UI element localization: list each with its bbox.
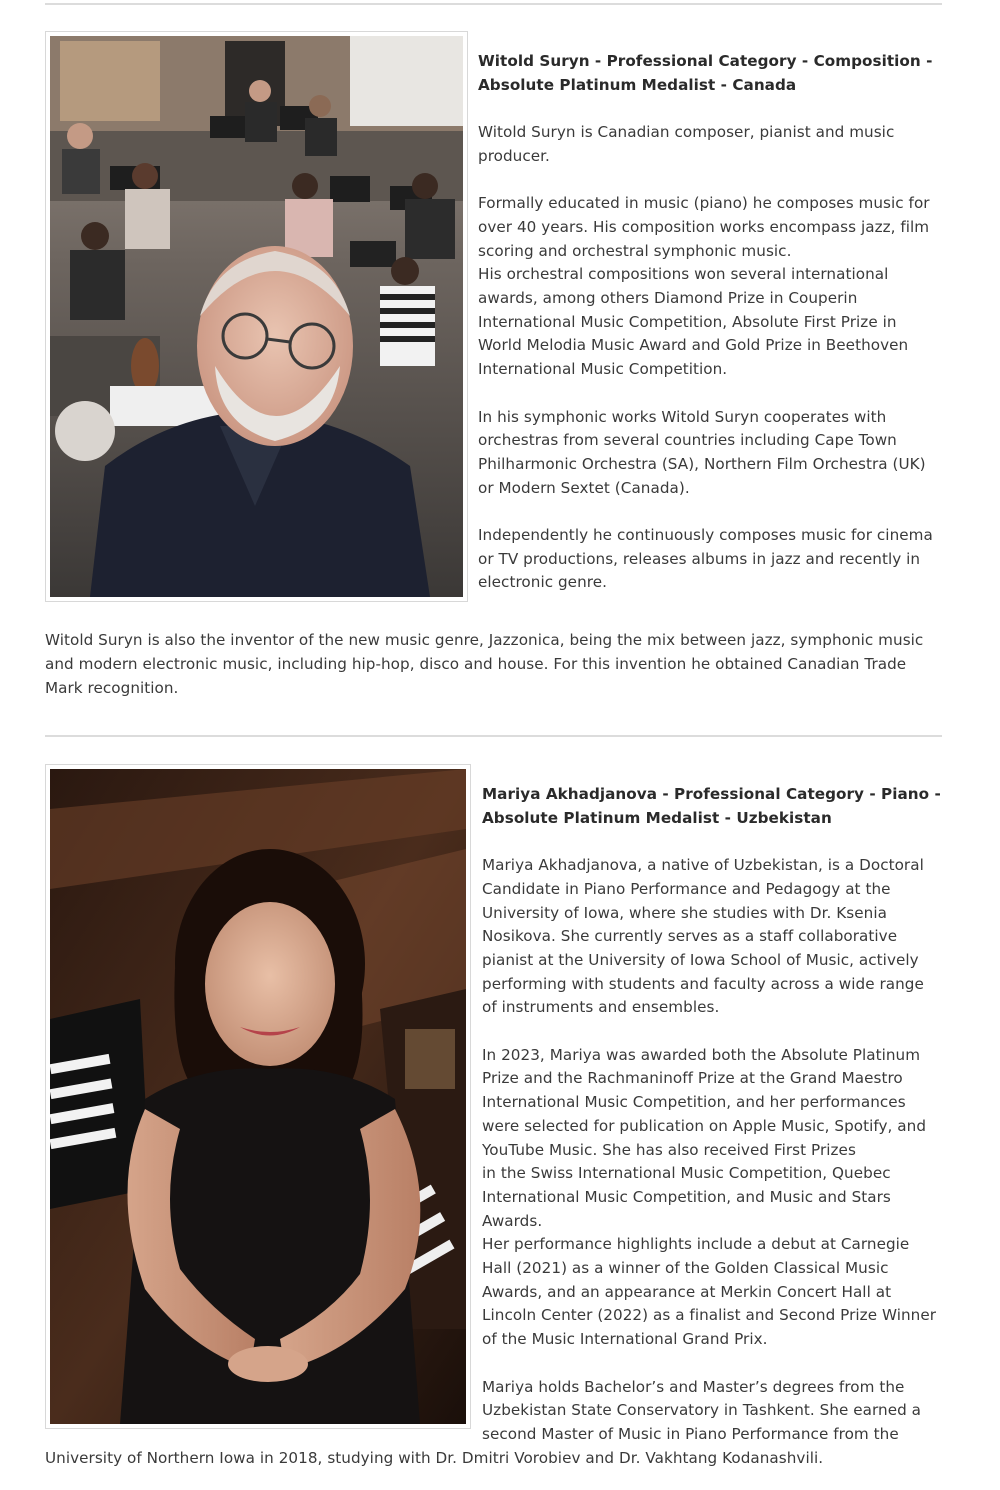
bio-paragraph: Witold Suryn is also the inventor of the new music genre, Jazzonica, being the mix between jazz, symphonic music and modern electronic music, including hip-hop, disco and house. For this invention he obtained Canadian Trade Mark recognition.	[45, 631, 924, 697]
bio-paragraph: Independently he continuously composes music for cinema or TV productions, releases albums in jazz and recently in electronic genre.	[478, 526, 933, 592]
bio-paragraph: Mariya holds Bachelor’s and Master’s degrees from the Uzbekistan State Conservatory in Tashkent. She earned a second Master of Music in Piano Performance from the University of Northern Iowa in 2018, studying with Dr. Dmitri Vorobiev and Dr. Vakhtang Kodanashvili.	[45, 1377, 922, 1467]
bio-paragraph: Formally educated in music (piano) he composes music for over 40 years. His composition works encompass jazz, film scoring and orchestral symphonic music.	[478, 194, 930, 260]
section-divider	[45, 735, 942, 737]
bio-paragraph: His orchestral compositions won several international awards, among others Diamond Prize in Couperin International Music Competition, Absolute First Prize in World Melodia Music Award and Gold Prize in Beethoven International Music Competition.	[478, 265, 909, 379]
photo-frame	[45, 31, 468, 602]
mariya-akhadjanova-photo	[50, 769, 466, 1424]
bio-paragraph: Mariya Akhadjanova, a native of Uzbekistan, is a Doctoral Candidate in Piano Performance and Pedagogy at the University of Iowa, where she studies with Dr. Ksenia Nosikova. She currently serves as a staff collaborative pianist at the University of Iowa School of Music, actively performing with students and faculty across a wide range of instruments and ensembles.	[482, 856, 924, 1017]
bio-paragraph: Her performance highlights include a debut at Carnegie Hall (2021) as a winner of the Golden Classical Music Awards, and an appearance at Merkin Concert Hall at Lincoln Center (2022) as a finalist and Second Prize Winner of the Music International Grand Prix.	[482, 1235, 937, 1349]
artist-section-mariya-akhadjanova	[45, 764, 942, 1470]
bio-paragraph: In his symphonic works Witold Suryn cooperates with orchestras from several countries including Cape Town Philharmonic Orchestra (SA), Northern Film Orchestra (UK) or Modern Sextet (Canada).	[478, 407, 926, 497]
artist-title: Witold Suryn - Professional Category - Composition - Absolute Platinum Medalist - Canada	[478, 52, 933, 94]
bio-paragraph: In 2023, Mariya was awarded both the Absolute Platinum Prize and the Rachmaninoff Prize at the Grand Maestro International Music Competition, and her performances were selected for publication on Apple Music, Spotify, and YouTube Music. She has also received First Prizes	[482, 1045, 927, 1159]
bio-paragraph: Witold Suryn is Canadian composer, pianist and music producer.	[478, 123, 895, 165]
bio-paragraph: in the Swiss International Music Competition, Quebec International Music Competition, and Music and Stars Awards.	[482, 1164, 891, 1230]
section-divider	[45, 3, 942, 5]
artist-section-witold-suryn	[45, 31, 942, 700]
witold-suryn-photo	[50, 36, 463, 597]
photo-frame	[45, 764, 471, 1429]
artist-title: Mariya Akhadjanova - Professional Category - Piano - Absolute Platinum Medalist - Uzbekistan	[482, 785, 941, 827]
